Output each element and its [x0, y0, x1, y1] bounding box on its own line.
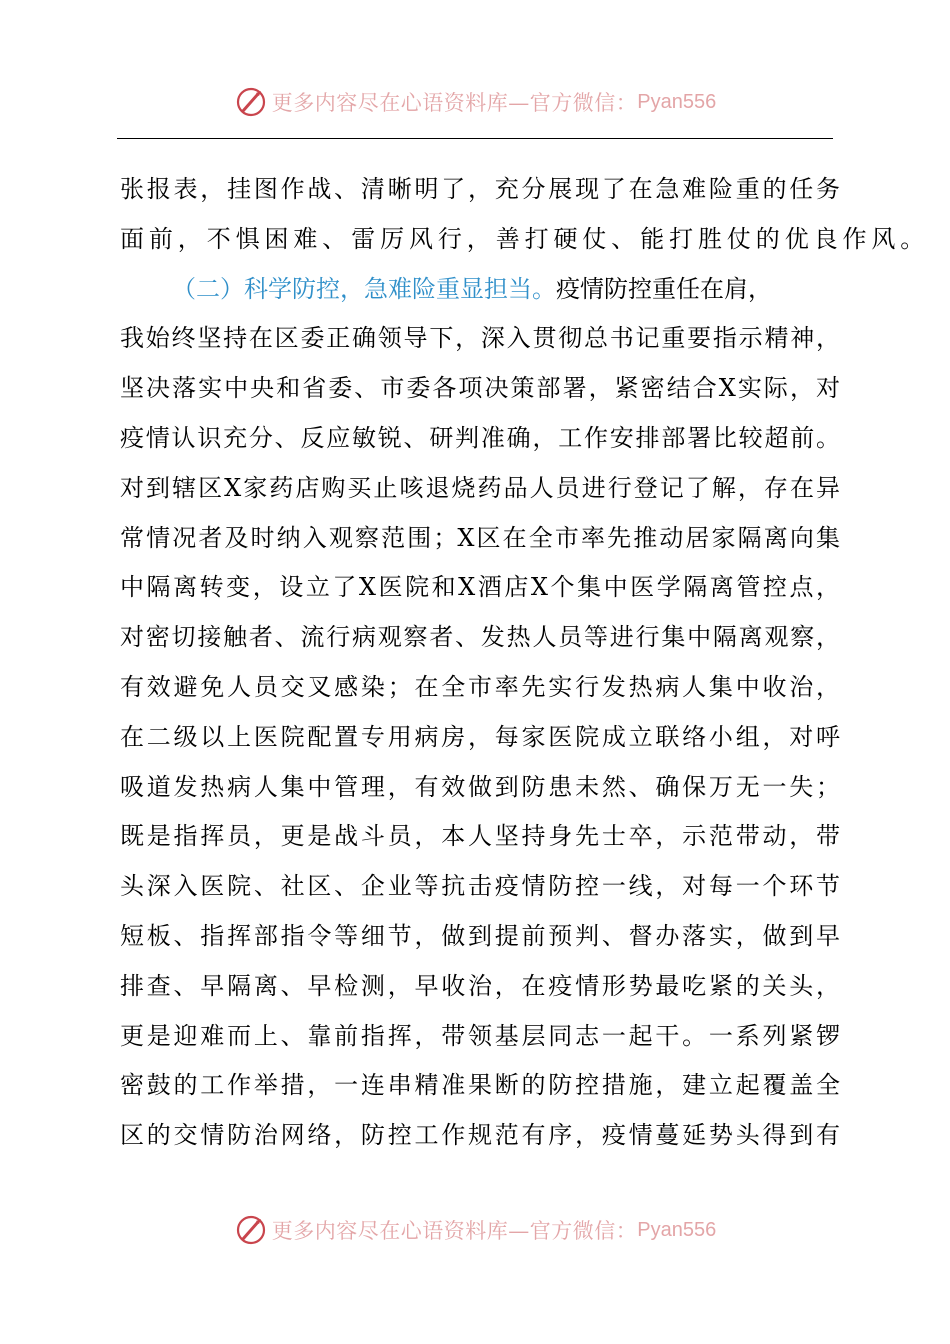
watermark-text: 更多内容尽在心语资料库—官方微信： [271, 1219, 638, 1243]
text-line: 更是迎难而上、靠前指挥，带领基层同志一起干。一系列紧锣 [120, 1021, 840, 1050]
pen-logo-icon [234, 85, 268, 119]
text-line: 我始终坚持在区委正确领导下，深入贯彻总书记重要指示精神， [120, 324, 840, 353]
section-heading: （二）科学防控，急难险重显担当。 [172, 274, 556, 303]
text-line: 对到辖区X家药店购买止咳退烧药品人员进行登记了解，存在异 [120, 473, 840, 502]
text-line: 头深入医院、社区、企业等抗击疫情防控一线，对每一个环节 [120, 872, 840, 901]
text-line: 疫情认识充分、反应敏锐、研判准确，工作安排部署比较超前。 [120, 423, 840, 452]
text-line: 既是指挥员，更是战斗员，本人坚持身先士卒，示范带动，带 [120, 822, 840, 851]
section-heading-line [120, 265, 840, 315]
footer-watermark [0, 1210, 950, 1250]
text-line: 常情况者及时纳入观察范围；X区在全市率先推动居家隔离向集 [120, 523, 840, 552]
pen-logo-icon [234, 1213, 268, 1247]
text-line: 在二级以上医院配置专用病房，每家医院成立联络小组，对呼 [120, 722, 840, 751]
text-line: 对密切接触者、流行病观察者、发热人员等进行集中隔离观察， [120, 623, 840, 652]
text-line: 排查、早隔离、早检测，早收治，在疫情形势最吃紧的关头， [120, 971, 840, 1000]
text-line: 区的交情防治网络，防控工作规范有序，疫情蔓延势头得到有 [120, 1121, 840, 1150]
text-line: 坚决落实中央和省委、市委各项决策部署，紧密结合X实际，对 [120, 374, 840, 403]
text-line: 吸道发热病人集中管理，有效做到防患未然、确保万无一失； [120, 772, 840, 801]
text-line: 中隔离转变，设立了X医院和X酒店X个集中医学隔离管控点， [120, 573, 840, 602]
text-line: 面前，不惧困难、雷厉风行，善打硬仗、能打胜仗的优良作风。 [120, 224, 930, 253]
text-line: 短板、指挥部指令等细节，做到提前预判、督办落实，做到早 [120, 921, 840, 950]
text-line: 有效避免人员交叉感染；在全市率先实行发热病人集中收治， [120, 672, 840, 701]
section-heading-rest: 疫情防控重任在肩， [556, 274, 772, 303]
watermark-wechat-id: Pyan556 [637, 1218, 717, 1241]
document-body [120, 165, 930, 1161]
watermark-text: 更多内容尽在心语资料库—官方微信： [271, 91, 638, 115]
header-rule [117, 138, 833, 139]
text-line: 张报表，挂图作战、清晰明了，充分展现了在急难险重的任务 [120, 175, 840, 203]
watermark-wechat-id: Pyan556 [637, 90, 717, 113]
header-watermark [0, 82, 950, 122]
text-line: 密鼓的工作举措，一连串精准果断的防控措施，建立起覆盖全 [120, 1071, 840, 1100]
